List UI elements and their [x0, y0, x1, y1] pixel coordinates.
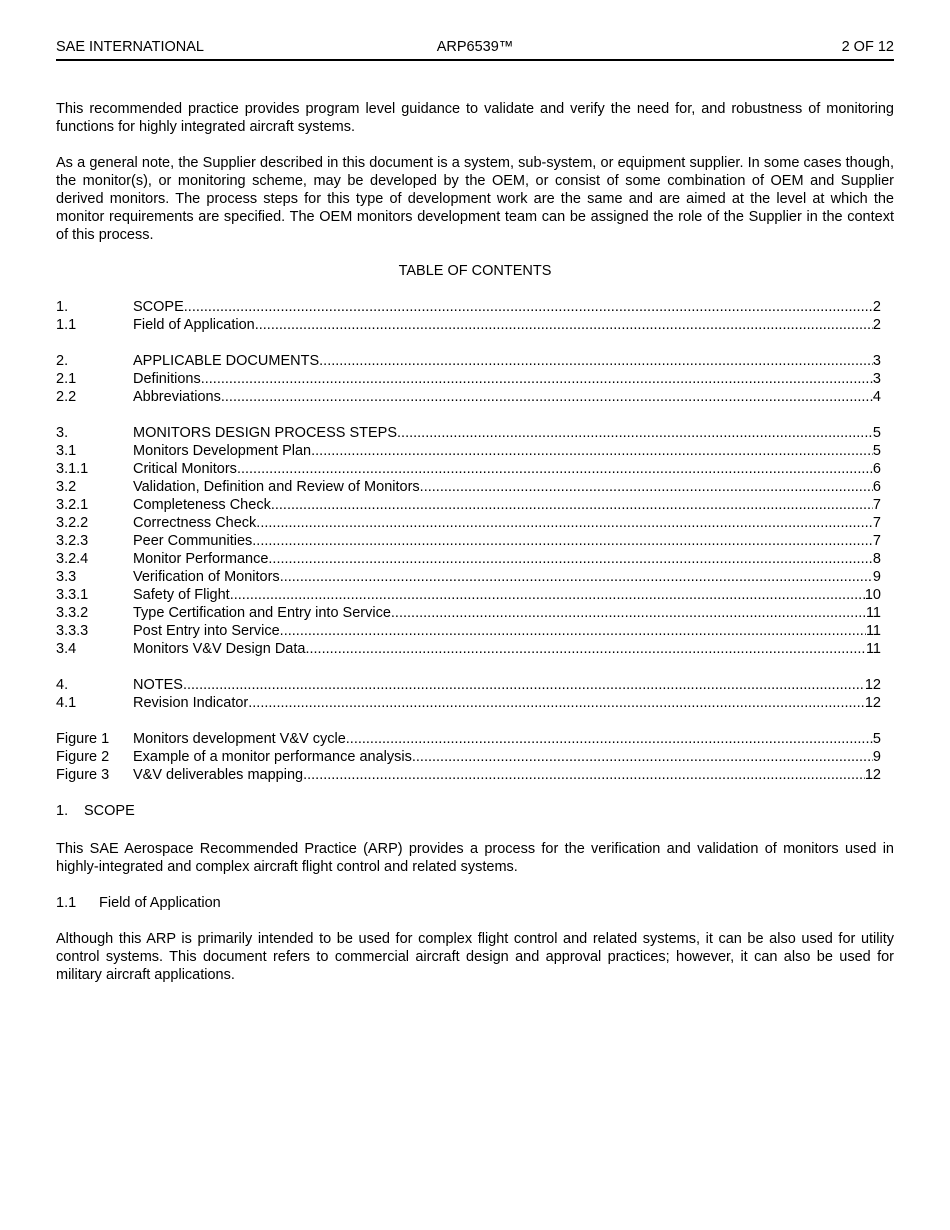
toc-entry-page: 11	[865, 605, 881, 621]
toc-group	[56, 352, 881, 406]
toc-entry-number: 3.3	[56, 569, 77, 585]
toc-entry-page: 5	[872, 731, 881, 747]
toc-dot-leader	[311, 442, 873, 460]
intro-paragraph: As a general note, the Supplier described in this document is a system, sub-system, or equipment supplier. In some cases though, the monitor(s), or monitoring scheme, may be developed by the OEM, or consist of some combination of OEM and Supplier derived monitors. The process steps for this type of development work are the same and are aimed at the level at which the monitor requirements are specified. The OEM monitors development team can be assigned the role of the Supplier in the context of this process.	[56, 155, 894, 243]
toc-entry[interactable]	[56, 550, 881, 568]
toc-entry[interactable]	[56, 568, 881, 586]
toc-dot-leader	[248, 694, 865, 712]
section-number: 1.1	[56, 895, 77, 911]
toc-entry-page: 5	[872, 443, 881, 459]
toc-entry-title: Monitors Development Plan	[133, 443, 312, 459]
toc-entry-number: 2.2	[56, 389, 77, 405]
toc-entry-title: Monitor Performance	[133, 551, 269, 567]
toc-entry-page: 6	[872, 461, 881, 477]
toc-entry-title: SCOPE	[133, 299, 184, 315]
page-header	[56, 38, 894, 61]
toc-dot-leader	[391, 604, 866, 622]
toc-entry-title: Completeness Check	[133, 497, 271, 513]
toc-entry[interactable]	[56, 694, 881, 712]
toc-entry[interactable]	[56, 496, 881, 514]
toc-entry[interactable]	[56, 352, 881, 370]
toc-entry-number: Figure 3	[56, 767, 110, 783]
scope-paragraph: This SAE Aerospace Recommended Practice (ARP) provides a process for the verification and validation of monitors used in highly-integrated and complex aircraft flight control and related systems.	[56, 841, 894, 875]
toc-entry-page: 7	[872, 515, 881, 531]
intro-paragraph: This recommended practice provides program level guidance to validate and verify the need for, and robustness of monitoring functions for highly integrated aircraft systems.	[56, 101, 894, 135]
toc-dot-leader	[255, 316, 873, 334]
toc-entry[interactable]	[56, 604, 881, 622]
toc-dot-leader	[319, 352, 873, 370]
toc-dot-leader	[230, 586, 865, 604]
toc-entry-page: 10	[864, 587, 881, 603]
toc-title: TABLE OF CONTENTS	[398, 263, 552, 279]
toc-dot-leader	[420, 478, 873, 496]
toc-entry-page: 3	[872, 371, 881, 387]
toc-dot-leader	[184, 298, 873, 316]
toc-dot-leader	[252, 532, 873, 550]
toc-dot-leader	[305, 640, 865, 658]
toc-entry-number: 3.1.1	[56, 461, 89, 477]
toc-entry[interactable]	[56, 442, 881, 460]
toc-entry-title: Revision Indicator	[133, 695, 249, 711]
toc-dot-leader	[412, 748, 873, 766]
toc-dot-leader	[303, 766, 865, 784]
toc-entry-page: 6	[872, 479, 881, 495]
toc-entry-page: 8	[872, 551, 881, 567]
toc-entry[interactable]	[56, 316, 881, 334]
toc-entry-number: 2.1	[56, 371, 77, 387]
toc-entry-number: 3.2.3	[56, 533, 89, 549]
toc-entry-page: 9	[872, 749, 881, 765]
toc-entry-title: NOTES	[133, 677, 183, 693]
toc-entry-page: 11	[865, 641, 881, 657]
toc-entry-number: Figure 1	[56, 731, 110, 747]
toc-entry-title: Peer Communities	[133, 533, 253, 549]
toc-entry-number: 3.4	[56, 641, 77, 657]
toc-entry-title: APPLICABLE DOCUMENTS	[133, 353, 320, 369]
toc-entry-title: Post Entry into Service	[133, 623, 280, 639]
toc-entry[interactable]	[56, 748, 881, 766]
toc-entry[interactable]	[56, 586, 881, 604]
toc-entry-page: 12	[864, 677, 881, 693]
toc-entry[interactable]	[56, 478, 881, 496]
header-organization: SAE INTERNATIONAL	[56, 39, 204, 55]
section-heading-scope	[56, 802, 894, 820]
toc-entry-title: Type Certification and Entry into Service	[133, 605, 391, 621]
toc-entry-page: 7	[872, 533, 881, 549]
document-page	[56, 38, 894, 984]
toc-entry-number: 2.	[56, 353, 69, 369]
toc-group	[56, 730, 881, 784]
toc-entry[interactable]	[56, 622, 881, 640]
toc-entry-number: 3.2.2	[56, 515, 89, 531]
toc-entry-page: 4	[872, 389, 881, 405]
toc-entry-title: Example of a monitor performance analysis	[133, 749, 412, 765]
toc-dot-leader	[201, 370, 873, 388]
toc-dot-leader	[237, 460, 873, 478]
toc-entry[interactable]	[56, 460, 881, 478]
toc-entry[interactable]	[56, 730, 881, 748]
toc-entry[interactable]	[56, 676, 881, 694]
toc-entry-title: Correctness Check	[133, 515, 257, 531]
field-of-application-paragraph: Although this ARP is primarily intended to be used for complex flight control and related systems, it can be also used for utility control systems. This document refers to commercial aircraft design and approval practices; however, it can also be used for military aircraft applications.	[56, 931, 894, 983]
toc-entry-number: Figure 2	[56, 749, 110, 765]
toc-entry-title: MONITORS DESIGN PROCESS STEPS	[133, 425, 398, 441]
toc-group	[56, 298, 881, 334]
toc-group	[56, 676, 881, 712]
toc-entry-title: Safety of Flight	[133, 587, 230, 603]
section-title: Field of Application	[99, 895, 221, 911]
toc-dot-leader	[397, 424, 873, 442]
toc-entry[interactable]	[56, 640, 881, 658]
toc-entry[interactable]	[56, 424, 881, 442]
toc-entry-number: 1.	[56, 299, 69, 315]
toc-entry-title: Monitors development V&V cycle	[133, 731, 346, 747]
toc-entry-number: 3.3.2	[56, 605, 89, 621]
section-number: 1.	[56, 803, 69, 819]
toc-entry-number: 3.	[56, 425, 69, 441]
toc-dot-leader	[271, 496, 873, 514]
toc-entry-title: Field of Application	[133, 317, 255, 333]
toc-entry-title: Definitions	[133, 371, 201, 387]
toc-entry-page: 11	[865, 623, 881, 639]
toc-entry-number: 3.2	[56, 479, 77, 495]
toc-entry-page: 2	[872, 317, 881, 333]
toc-entry-number: 1.1	[56, 317, 77, 333]
header-document-id: ARP6539™	[436, 39, 514, 55]
toc-entry-page: 12	[864, 767, 881, 783]
toc-dot-leader	[183, 676, 865, 694]
toc-entry-number: 3.3.3	[56, 623, 89, 639]
header-page-number: 2 OF 12	[841, 39, 894, 55]
toc-entry-page: 7	[872, 497, 881, 513]
toc-dot-leader	[268, 550, 873, 568]
toc-entry-title: Verification of Monitors	[133, 569, 280, 585]
toc-entry-title: Abbreviations	[133, 389, 221, 405]
toc-dot-leader	[280, 568, 873, 586]
toc-dot-leader	[346, 730, 873, 748]
table-of-contents	[56, 298, 881, 784]
toc-entry[interactable]	[56, 298, 881, 316]
toc-entry-page: 3	[872, 353, 881, 369]
toc-entry-title: Validation, Definition and Review of Monitors	[133, 479, 420, 495]
section-heading-field-of-application	[56, 894, 894, 912]
toc-dot-leader	[221, 388, 873, 406]
toc-dot-leader	[280, 622, 866, 640]
toc-group	[56, 424, 881, 658]
toc-dot-leader	[256, 514, 873, 532]
toc-entry-number: 4.	[56, 677, 69, 693]
toc-entry-title: V&V deliverables mapping	[133, 767, 304, 783]
section-title: SCOPE	[84, 803, 135, 819]
toc-entry-page: 9	[872, 569, 881, 585]
toc-entry[interactable]	[56, 388, 881, 406]
toc-entry-page: 2	[872, 299, 881, 315]
toc-entry-page: 5	[872, 425, 881, 441]
toc-entry-title: Critical Monitors	[133, 461, 237, 477]
toc-entry-title: Monitors V&V Design Data	[133, 641, 306, 657]
toc-entry[interactable]	[56, 766, 881, 784]
toc-entry-number: 3.2.4	[56, 551, 89, 567]
toc-entry[interactable]	[56, 370, 881, 388]
toc-entry-number: 3.3.1	[56, 587, 89, 603]
toc-entry-page: 12	[864, 695, 881, 711]
toc-entry-number: 3.1	[56, 443, 77, 459]
toc-entry[interactable]	[56, 532, 881, 550]
toc-entry-number: 3.2.1	[56, 497, 89, 513]
toc-entry-number: 4.1	[56, 695, 77, 711]
toc-entry[interactable]	[56, 514, 881, 532]
